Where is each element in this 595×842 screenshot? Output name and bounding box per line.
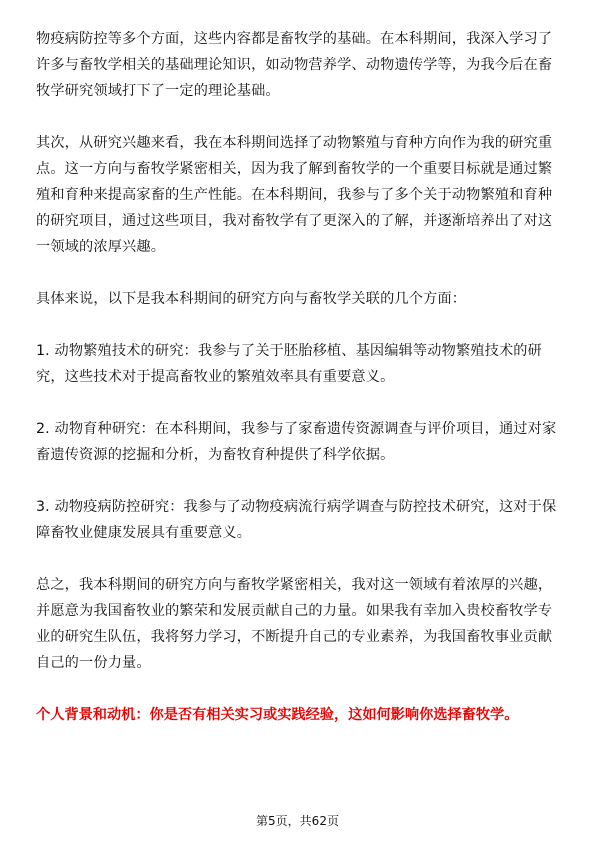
paragraph-foundation: 物疫病防控等多个方面，这些内容都是畜牧学的基础。在本科期间，我深入学习了许多与畜牧学相关的基础理论知识，如动物营养学、动物遗传学等，为我今后在畜牧学研究领域打下了一定的理论基础。 [36,31,553,99]
paragraph-gap [36,104,559,130]
paragraph-gap [36,312,559,338]
highlight-question: 个人背景和动机：你是否有相关实习或实践经验，这如何影响你选择畜牧学。 [36,707,519,723]
paragraph-research-interest: 其次，从研究兴趣来看，我在本科期间选择了动物繁殖与育种方向作为我的研究重点。这一方向与畜牧学紧密相关，因为我了解到畜牧学的一个重要目标就是通过繁殖和育种来提高家畜的生产性能。在本科期间，我参与了多个关于动物繁殖和育种的研究项目，通过这些项目，我对畜牧学有了更深入的了解，并逐渐培养出了对这一领域的浓厚兴趣。 [36,135,553,255]
list-item-disease-control: 3. 动物疫病防控研究：我参与了动物疫病流行病学调查与防控技术研究，这对于保障畜牧业健康发展具有重要意义。 [36,499,557,541]
paragraph-intro-list: 具体来说，以下是我本科期间的研究方向与畜牧学关联的几个方面： [36,291,467,307]
paragraph-gap [36,546,559,572]
paragraph-gap [36,676,559,702]
paragraph-gap [36,468,559,494]
list-item-reproduction: 1. 动物繁殖技术的研究：我参与了关于胚胎移植、基因编辑等动物繁殖技术的研究，这些技术对于提高畜牧业的繁殖效率具有重要意义。 [36,343,542,385]
paragraph-gap [36,390,559,416]
paragraph-conclusion: 总之，我本科期间的研究方向与畜牧学紧密相关，我对这一领域有着浓厚的兴趣，并愿意为我国畜牧业的繁荣和发展贡献自己的力量。如果我有幸加入贵校畜牧学专业的研究生队伍，我将努力学习，不断提升自己的专业素养，为我国畜牧事业贡献自己的一份力量。 [36,577,553,671]
document-page [36,26,559,728]
page-number-footer: 第5页，共62页 [256,814,339,828]
paragraph-gap [36,260,559,286]
list-item-breeding: 2. 动物育种研究：在本科期间，我参与了家畜遗传资源调查与评价项目，通过对家畜遗传资源的挖掘和分析，为畜牧育种提供了科学依据。 [36,421,557,463]
